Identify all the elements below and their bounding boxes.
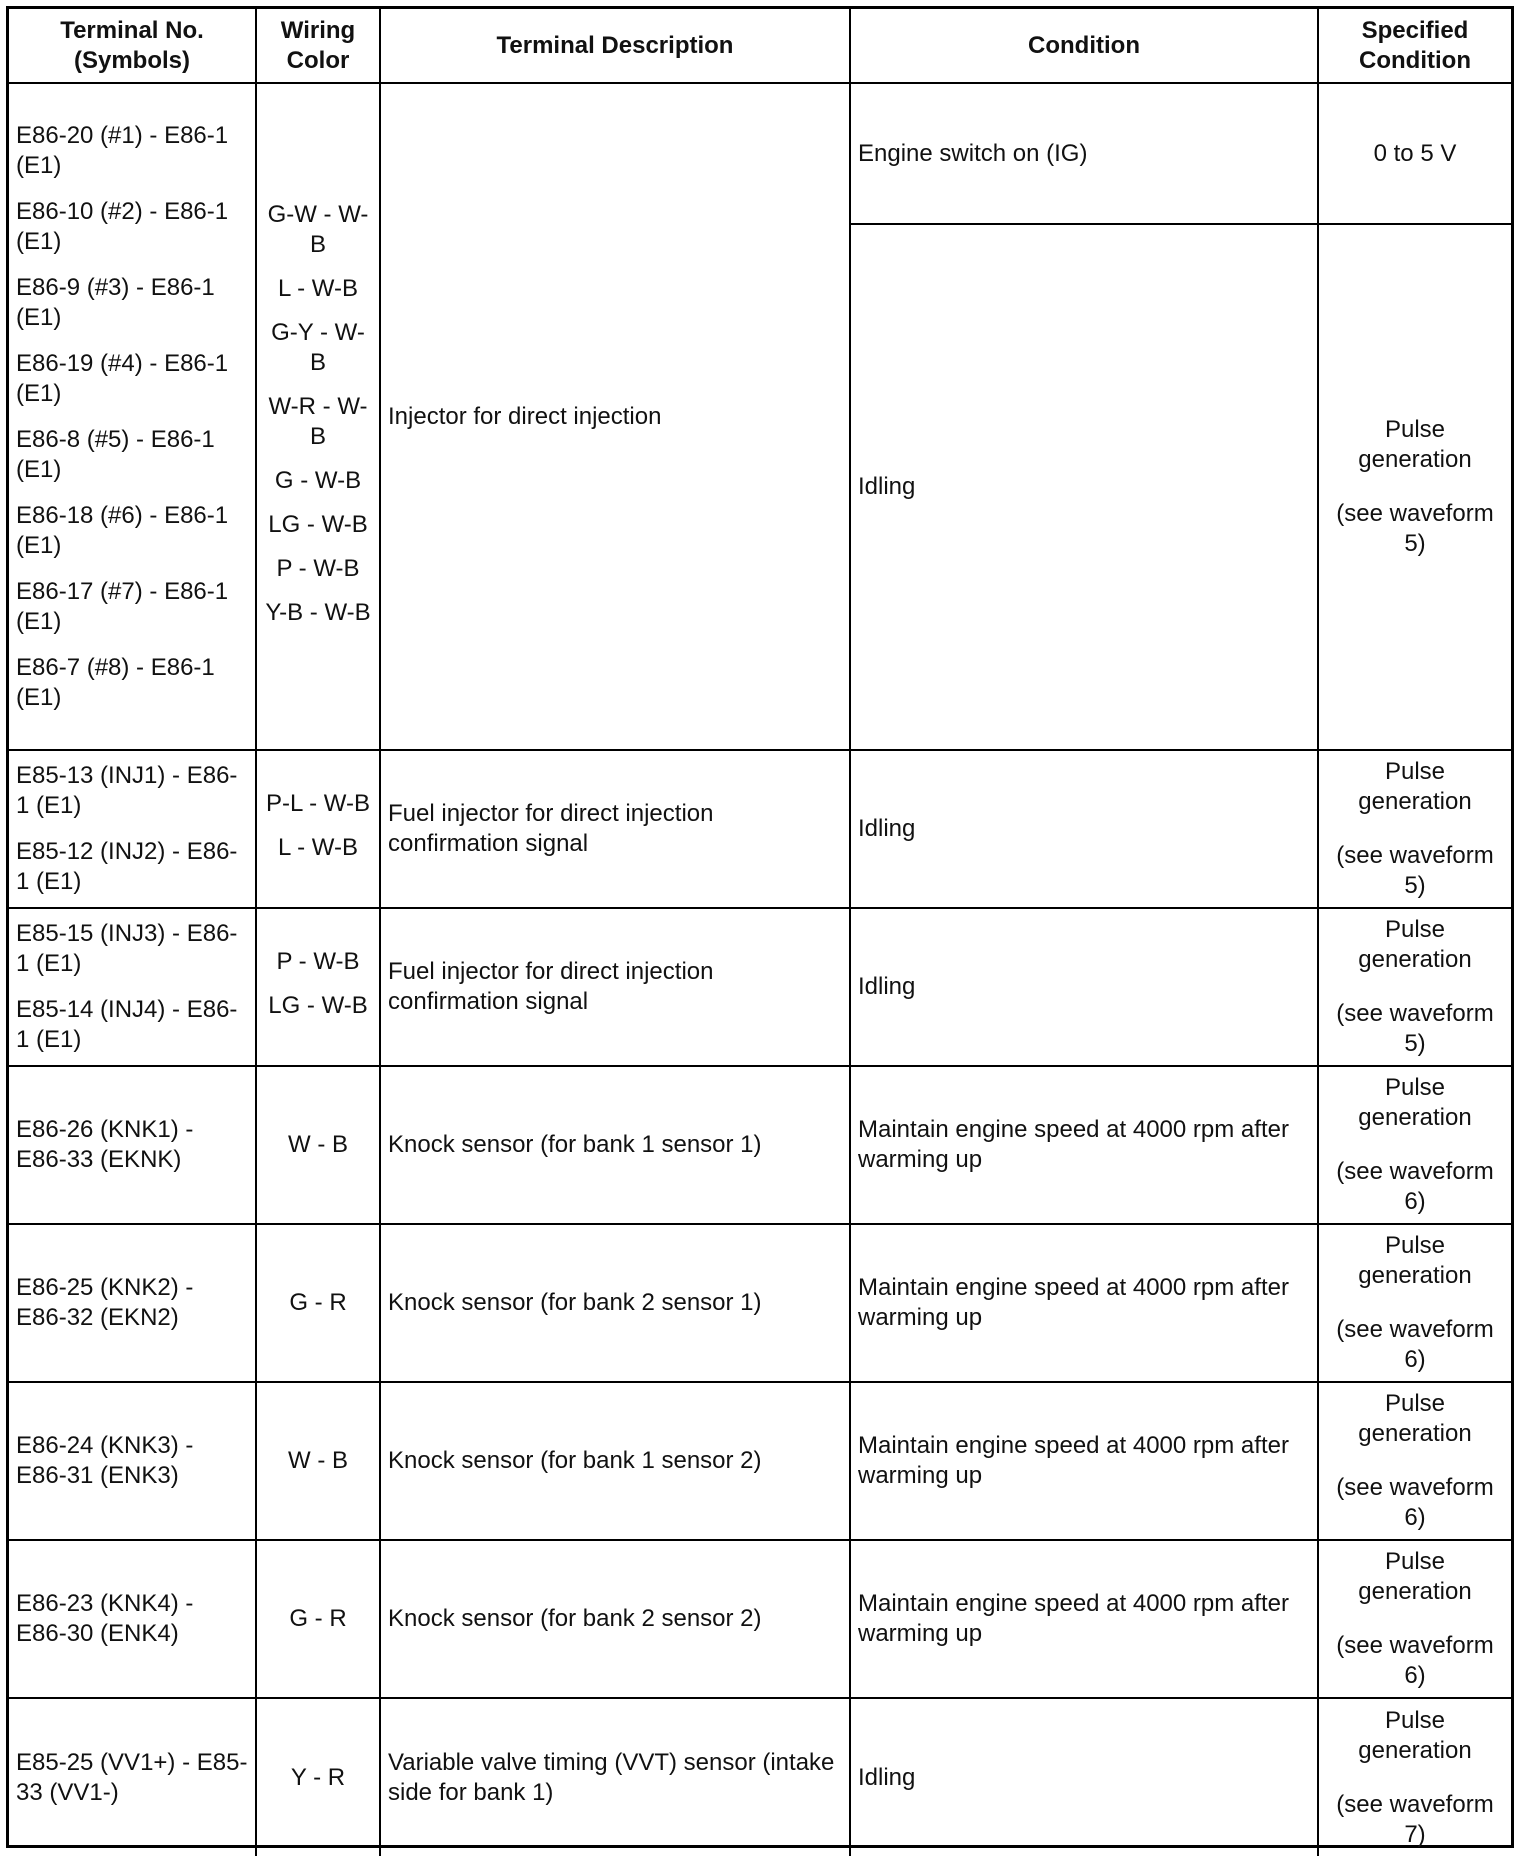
condition-cell: Maintain engine speed at 4000 rpm after warming up <box>850 1540 1318 1698</box>
condition-cell: Maintain engine speed at 4000 rpm after warming up <box>850 1066 1318 1224</box>
table-row <box>9 1224 1511 1382</box>
terminal-item: E85-15 (INJ3) - E86-1 (E1) <box>16 920 238 977</box>
terminal-cell: E86-24 (KNK3) - E86-31 (ENK3) <box>9 1382 256 1540</box>
table-row <box>9 1698 1511 1856</box>
specified-condition-cell: Pulse generation (see waveform 6) <box>1318 1540 1511 1698</box>
table-row <box>9 1066 1511 1224</box>
table-row <box>9 908 1511 1066</box>
wiring-color-item: P-L - W-B <box>265 790 370 817</box>
wiring-color-cell <box>256 908 380 1066</box>
wiring-color-item: G-W - W-B <box>267 200 369 258</box>
specified-condition-cell: Pulse generation (see waveform 5) <box>1318 908 1511 1066</box>
description-cell: Fuel injector for direct injection confirmation signal <box>380 908 850 1066</box>
description-cell: Knock sensor (for bank 1 sensor 2) <box>380 1382 850 1540</box>
specified-condition-cell: Pulse generation (see waveform 5) <box>1318 224 1511 750</box>
wiring-color-item: G-Y - W-B <box>271 318 365 376</box>
terminal-item: E86-18 (#6) - E86-1 (E1) <box>16 501 229 559</box>
header-specified-condition: Specified Condition <box>1318 9 1511 83</box>
wiring-color-cell <box>256 83 380 750</box>
wiring-color-cell: W - B <box>256 1066 380 1224</box>
wiring-color-item: L - W-B <box>277 274 358 302</box>
terminal-cell: E86-25 (KNK2) - E86-32 (EKN2) <box>9 1224 256 1382</box>
terminal-item: E85-12 (INJ2) - E86-1 (E1) <box>16 838 238 895</box>
wiring-color-item: P - W-B <box>276 948 360 975</box>
terminal-cell: E85-25 (VV1+) - E85-33 (VV1-) <box>9 1698 256 1856</box>
specified-condition-cell: Pulse generation (see waveform 6) <box>1318 1066 1511 1224</box>
header-wiring-color: Wiring Color <box>256 9 380 83</box>
wiring-color-item: L - W-B <box>277 834 358 861</box>
header-terminal: Terminal No. (Symbols) <box>9 9 256 83</box>
terminal-item: E85-14 (INJ4) - E86-1 (E1) <box>16 996 238 1053</box>
description-cell: Knock sensor (for bank 2 sensor 1) <box>380 1224 850 1382</box>
wiring-color-cell: W - B <box>256 1382 380 1540</box>
terminal-cell <box>9 750 256 908</box>
terminal-cell <box>9 83 256 750</box>
condition-cell: Engine switch on (IG) <box>850 83 1318 224</box>
wiring-color-item: G - W-B <box>274 466 362 494</box>
description-cell: Knock sensor (for bank 1 sensor 1) <box>380 1066 850 1224</box>
wiring-color-item: P - W-B <box>276 554 360 582</box>
specified-condition-cell: Pulse generation (see waveform 6) <box>1318 1382 1511 1540</box>
description-cell: Variable valve timing (VVT) sensor (intake side for bank 1) <box>380 1698 850 1856</box>
wiring-color-item: Y-B - W-B <box>265 598 371 626</box>
specified-condition-cell: 0 to 5 V <box>1318 83 1511 224</box>
specified-condition-cell: Pulse generation (see waveform 5) <box>1318 750 1511 908</box>
terminal-cell: E86-23 (KNK4) - E86-30 (ENK4) <box>9 1540 256 1698</box>
wiring-color-item: LG - W-B <box>268 510 368 538</box>
wiring-color-item: LG - W-B <box>268 992 368 1019</box>
terminal-item: E86-20 (#1) - E86-1 (E1) <box>16 121 229 179</box>
terminal-item: E86-19 (#4) - E86-1 (E1) <box>16 349 229 407</box>
terminal-item: E86-10 (#2) - E86-1 (E1) <box>16 197 229 255</box>
wiring-color-item: W-R - W-B <box>268 392 368 450</box>
terminal-item: E86-8 (#5) - E86-1 (E1) <box>16 425 215 483</box>
wiring-color-cell <box>256 750 380 908</box>
terminal-item: E86-7 (#8) - E86-1 (E1) <box>16 653 215 711</box>
description-cell: Fuel injector for direct injection confirmation signal <box>380 750 850 908</box>
wiring-color-cell: Y - R <box>256 1698 380 1856</box>
condition-cell: Maintain engine speed at 4000 rpm after warming up <box>850 1382 1318 1540</box>
terminal-cell <box>9 908 256 1066</box>
description-cell: Injector for direct injection <box>380 83 850 750</box>
wiring-color-cell: G - R <box>256 1224 380 1382</box>
terminal-cell: E86-26 (KNK1) - E86-33 (EKNK) <box>9 1066 256 1224</box>
specified-condition-cell: Pulse generation (see waveform 6) <box>1318 1224 1511 1382</box>
header-condition: Condition <box>850 9 1318 83</box>
condition-cell: Idling <box>850 750 1318 908</box>
terminal-item: E86-9 (#3) - E86-1 (E1) <box>16 273 215 331</box>
terminal-item: E86-17 (#7) - E86-1 (E1) <box>16 577 229 635</box>
condition-cell: Idling <box>850 224 1318 750</box>
condition-cell: Idling <box>850 908 1318 1066</box>
wiring-color-cell: G - R <box>256 1540 380 1698</box>
description-cell: Knock sensor (for bank 2 sensor 2) <box>380 1540 850 1698</box>
condition-cell: Maintain engine speed at 4000 rpm after warming up <box>850 1224 1318 1382</box>
table-row <box>9 83 1511 224</box>
terminal-table <box>9 9 1511 1856</box>
table-row <box>9 1382 1511 1540</box>
terminal-item: E85-13 (INJ1) - E86-1 (E1) <box>16 762 238 819</box>
header-row <box>9 9 1511 83</box>
table-row <box>9 1540 1511 1698</box>
specified-condition-cell: Pulse generation (see waveform 7) <box>1318 1698 1511 1856</box>
table-row <box>9 750 1511 908</box>
condition-cell: Idling <box>850 1698 1318 1856</box>
terminal-table-sheet <box>6 6 1514 1848</box>
header-description: Terminal Description <box>380 9 850 83</box>
